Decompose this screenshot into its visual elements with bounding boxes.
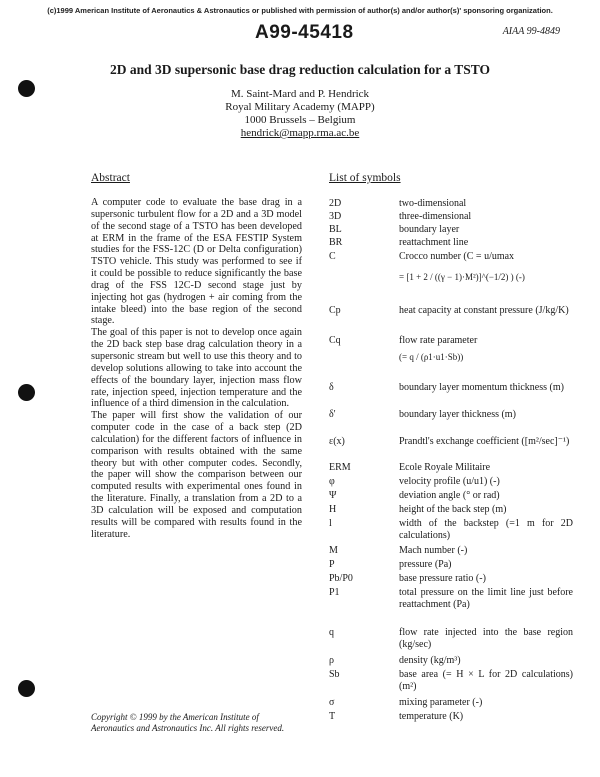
symbol-definition: pressure (Pa) bbox=[399, 559, 452, 570]
paper-title: 2D and 3D supersonic base drag reduction calculation for a TSTO bbox=[109, 62, 491, 77]
symbol-definition: velocity profile (u/u1) (-) bbox=[399, 476, 500, 487]
symbol-definition: base area (= H × L for 2D calculations) (m²) bbox=[399, 669, 573, 692]
symbol: φ bbox=[329, 476, 335, 487]
symbol-definition: density (kg/m³) bbox=[399, 655, 461, 666]
symbol-definition: base pressure ratio (-) bbox=[399, 573, 486, 584]
punch-hole-mark bbox=[18, 384, 35, 401]
symbol-definition: height of the back step (m) bbox=[399, 504, 507, 515]
flow-rate-formula: (= q / (ρ1·u1·Sb)) bbox=[399, 352, 464, 362]
symbol-definition: heat capacity at constant pressure (J/kg/K) bbox=[399, 305, 569, 316]
symbol: M bbox=[329, 545, 338, 556]
aiaa-paper-number: AIAA 99-4849 bbox=[502, 26, 560, 37]
symbol: q bbox=[329, 627, 334, 638]
symbol-definition: boundary layer bbox=[399, 224, 460, 235]
symbol: H bbox=[329, 504, 337, 515]
symbol: ERM bbox=[329, 462, 351, 473]
symbol-definition: deviation angle (° or rad) bbox=[399, 490, 500, 501]
abstract-heading: Abstract bbox=[91, 172, 130, 184]
symbol-definition: boundary layer momentum thickness (m) bbox=[399, 382, 564, 393]
abstract-paragraph: The paper will first show the validation of our computer code in the case of a back step (2D calculation) for the different factors of influence in comparison with results obtained with the same theory but with other computer codes. Secondly, the paper will show the comparison between our computed results with experimental ones found in the literature. Finally, a translation from a 2D to a 3D calculation will be exposed and computation results will be compared with results found in the literature. bbox=[91, 410, 302, 540]
copyright-header: (c)1999 American Institute of Aeronautics & Astronautics or published with permission of author(s) and/or author(s)' sponsoring organization. bbox=[47, 6, 553, 15]
email-link: hendrick@mapp.rma.ac.be bbox=[240, 127, 360, 139]
symbol: BR bbox=[329, 237, 343, 248]
symbol: C bbox=[329, 251, 336, 262]
symbol: Cp bbox=[329, 305, 341, 316]
symbol: 3D bbox=[329, 211, 342, 222]
symbol-definition: three-dimensional bbox=[399, 211, 472, 222]
symbol: ε(x) bbox=[329, 436, 345, 447]
symbol-definition: Prandtl's exchange coefficient ([m²/sec]⁻¹) bbox=[399, 436, 570, 447]
document-code: A99-45418 bbox=[255, 22, 354, 43]
symbol: Cq bbox=[329, 335, 341, 346]
symbol: Sb bbox=[329, 669, 340, 680]
abstract-body bbox=[91, 197, 302, 540]
copyright-notice: Copyright © 1999 by the American Institute of Aeronautics and Astronautics Inc. All rights reserved. bbox=[91, 712, 285, 733]
symbol: P bbox=[329, 559, 335, 570]
symbol: 2D bbox=[329, 198, 342, 209]
symbol: P1 bbox=[329, 587, 340, 598]
author-city: 1000 Brussels – Belgium bbox=[244, 114, 356, 126]
symbol-definition: Ecole Royale Militaire bbox=[399, 462, 491, 473]
symbol: l bbox=[329, 518, 332, 529]
symbol: δ bbox=[329, 382, 334, 393]
symbol: T bbox=[329, 711, 336, 722]
crocco-formula: = [1 + 2 / ((γ − 1)·M²)]^(−1/2) ) (-) bbox=[399, 272, 525, 282]
author-names: M. Saint-Mard and P. Hendrick bbox=[230, 88, 370, 100]
author-email bbox=[0, 127, 600, 140]
symbol: σ bbox=[329, 697, 335, 708]
symbol-definition: flow rate parameter bbox=[399, 335, 478, 346]
symbol-definition: two-dimensional bbox=[399, 198, 467, 209]
symbol-definition: boundary layer thickness (m) bbox=[399, 409, 516, 420]
symbol: BL bbox=[329, 224, 342, 235]
symbol-definition: reattachment line bbox=[399, 237, 469, 248]
symbol: δ' bbox=[329, 409, 336, 420]
author-affiliation: Royal Military Academy (MAPP) bbox=[225, 101, 375, 113]
symbol-definition: width of the backstep (=1 m for 2D calculations) bbox=[399, 518, 573, 541]
punch-hole-mark bbox=[18, 80, 35, 97]
symbol-definition: temperature (K) bbox=[399, 711, 464, 722]
symbol-definition: Mach number (-) bbox=[399, 545, 468, 556]
symbol-definition: flow rate injected into the base region (kg/sec) bbox=[399, 627, 573, 650]
abstract-paragraph: A computer code to evaluate the base drag in a supersonic turbulent flow for a 2D and a 3D model of the second stage of a TSTO has been developed at ERM in the frame of the ESA FESTIP System studies for the FSS-12C (D or Delta configuration) TSTO vehicle. This study was performed to see if it could be possible to reduce significantly the base drag of the FSS 12C-D second stage just by injecting hot gas (hydrogen + air coming from the intake bleed) into the base region of the second stage. bbox=[91, 197, 302, 327]
symbol: Pb/P0 bbox=[329, 573, 353, 584]
abstract-paragraph: The goal of this paper is not to develop once again the 2D back step base drag calculation theory in a supersonic stream but well to use this theory and to develop solutions allowing to take into account the effects of the boundary layer, injection mass flow rate, injection speed, injection temperature and the influence of a third dimension in the calculation. bbox=[91, 327, 302, 410]
symbol-definition: Crocco number (C = u/umax bbox=[399, 251, 515, 262]
symbol-definition: total pressure on the limit line just before reattachment (Pa) bbox=[399, 587, 573, 610]
symbol: Ψ bbox=[329, 490, 337, 501]
symbols-heading: List of symbols bbox=[329, 172, 401, 184]
punch-hole-mark bbox=[18, 680, 35, 697]
symbol-definition: mixing parameter (-) bbox=[399, 697, 483, 708]
symbol: ρ bbox=[329, 655, 334, 666]
